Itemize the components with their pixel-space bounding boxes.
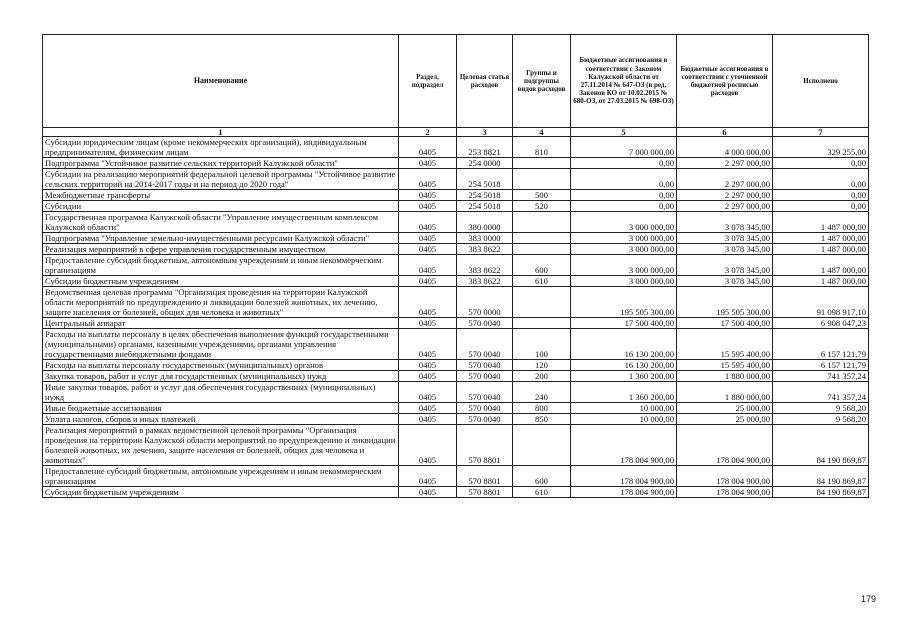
row-name-cell: Субсидии бюджетным учреждениям	[43, 487, 399, 498]
row-group-cell: 100	[513, 329, 571, 360]
row-article-cell: 570 8801	[457, 487, 513, 498]
row-executed-amount-cell: 84 190 869,87	[773, 466, 869, 487]
row-group-cell: 500	[513, 190, 571, 201]
row-article-cell: 253 8821	[457, 137, 513, 158]
row-refined-amount-cell: 2 297 000,00	[677, 158, 773, 169]
row-executed-amount-cell: 6 157 121,79	[773, 329, 869, 360]
row-group-cell: 600	[513, 255, 571, 276]
table-row	[43, 287, 869, 318]
row-executed-amount-cell: 6 157 121,79	[773, 360, 869, 371]
table-row	[43, 201, 869, 212]
row-executed-amount-cell: 84 190 869,87	[773, 425, 869, 466]
row-name-cell: Иные закупки товаров, работ и услуг для обеспечения государственных (муниципальных) нужд	[43, 382, 399, 403]
row-group-cell: 200	[513, 371, 571, 382]
row-executed-amount-cell: 0,00	[773, 158, 869, 169]
row-law-amount-cell: 178 004 900,00	[571, 466, 677, 487]
row-name-cell: Субсидии на реализацию мероприятий федеральной целевой программы "Устойчивое развитие сельских территорий на 2014-2017 годы и на период до 2020 года"	[43, 169, 399, 190]
table-row	[43, 425, 869, 466]
row-law-amount-cell: 0,00	[571, 169, 677, 190]
header-executed: Исполнено	[773, 35, 869, 128]
row-law-amount-cell: 3 000 000,00	[571, 233, 677, 244]
row-group-cell: 610	[513, 276, 571, 287]
row-refined-amount-cell: 178 004 900,00	[677, 425, 773, 466]
table-row	[43, 169, 869, 190]
row-article-cell: 254 5018	[457, 169, 513, 190]
row-section-cell: 0405	[399, 414, 457, 425]
row-name-cell: Иные бюджетные ассигнования	[43, 403, 399, 414]
row-law-amount-cell: 0,00	[571, 190, 677, 201]
row-refined-amount-cell: 3 078 345,00	[677, 276, 773, 287]
row-law-amount-cell: 0,00	[571, 158, 677, 169]
row-section-cell: 0405	[399, 360, 457, 371]
row-section-cell: 0405	[399, 382, 457, 403]
row-executed-amount-cell: 329 255,00	[773, 137, 869, 158]
row-refined-amount-cell: 2 297 000,00	[677, 190, 773, 201]
table-row	[43, 212, 869, 233]
column-number: 2	[399, 128, 457, 137]
row-name-cell: Реализация мероприятий в сфере управления государственным имуществом	[43, 244, 399, 255]
row-executed-amount-cell: 84 190 869,87	[773, 487, 869, 498]
row-name-cell: Субсидии юридическим лицам (кроме некоммерческих организаций), индивидуальным предпринимателям, физическим лицам	[43, 137, 399, 158]
row-article-cell: 254 5018	[457, 190, 513, 201]
row-executed-amount-cell: 1 487 000,00	[773, 212, 869, 233]
row-article-cell: 570 0040	[457, 318, 513, 329]
row-refined-amount-cell: 3 078 345,00	[677, 233, 773, 244]
row-law-amount-cell: 3 000 000,00	[571, 244, 677, 255]
row-refined-amount-cell: 25 000,00	[677, 414, 773, 425]
row-section-cell: 0405	[399, 425, 457, 466]
row-refined-amount-cell: 15 595 400,00	[677, 329, 773, 360]
column-number: 6	[677, 128, 773, 137]
row-law-amount-cell: 1 360 200,00	[571, 382, 677, 403]
table-row	[43, 382, 869, 403]
row-name-cell: Расходы на выплаты персоналу в целях обеспечения выполнения функций государственными (муниципальными) органами, казенными учреждениями, органами управления государственными внебюджетными фондами	[43, 329, 399, 360]
table-row	[43, 255, 869, 276]
row-article-cell: 380 0000	[457, 212, 513, 233]
row-group-cell	[513, 244, 571, 255]
row-section-cell: 0405	[399, 201, 457, 212]
row-group-cell	[513, 318, 571, 329]
row-law-amount-cell: 178 004 900,00	[571, 425, 677, 466]
header-group: Группы и подгруппы видов расходов	[513, 35, 571, 128]
row-article-cell: 570 0040	[457, 371, 513, 382]
row-executed-amount-cell: 0,00	[773, 201, 869, 212]
row-article-cell: 570 0040	[457, 414, 513, 425]
column-number-row	[43, 128, 869, 137]
row-group-cell	[513, 425, 571, 466]
row-article-cell: 254 0000	[457, 158, 513, 169]
row-name-cell: Предоставление субсидий бюджетным, автономным учреждениям и иным некоммерческим организациям	[43, 466, 399, 487]
row-section-cell: 0405	[399, 276, 457, 287]
row-name-cell: Уплата налогов, сборов и иных платежей	[43, 414, 399, 425]
row-group-cell: 610	[513, 487, 571, 498]
row-executed-amount-cell: 1 487 000,00	[773, 233, 869, 244]
header-article: Целевая статья расходов	[457, 35, 513, 128]
row-executed-amount-cell: 91 098 917,10	[773, 287, 869, 318]
row-group-cell	[513, 158, 571, 169]
row-refined-amount-cell: 15 595 400,00	[677, 360, 773, 371]
row-article-cell: 254 5018	[457, 201, 513, 212]
row-refined-amount-cell: 3 078 345,00	[677, 255, 773, 276]
column-number: 7	[773, 128, 869, 137]
row-name-cell: Субсидии	[43, 201, 399, 212]
row-law-amount-cell: 16 130 200,00	[571, 360, 677, 371]
row-article-cell: 383 8622	[457, 276, 513, 287]
row-section-cell: 0405	[399, 318, 457, 329]
row-law-amount-cell: 1 360 200,00	[571, 371, 677, 382]
row-name-cell: Государственная программа Калужской области "Управление имущественным комплексом Калужской области"	[43, 212, 399, 233]
row-group-cell: 850	[513, 414, 571, 425]
row-refined-amount-cell: 1 880 000,00	[677, 371, 773, 382]
row-executed-amount-cell: 741 357,24	[773, 382, 869, 403]
row-group-cell: 800	[513, 403, 571, 414]
row-article-cell: 383 8622	[457, 255, 513, 276]
budget-table	[42, 34, 869, 498]
table-row	[43, 403, 869, 414]
column-number: 5	[571, 128, 677, 137]
table-row	[43, 158, 869, 169]
row-name-cell: Предоставление субсидий бюджетным, автономным учреждениям и иным некоммерческим организациям	[43, 255, 399, 276]
row-article-cell: 570 0040	[457, 403, 513, 414]
table-row	[43, 233, 869, 244]
row-section-cell: 0405	[399, 169, 457, 190]
table-body	[43, 137, 869, 498]
row-name-cell: Подпрограмма "Управление земельно-имущественными ресурсами Калужской области"	[43, 233, 399, 244]
table-row	[43, 466, 869, 487]
row-executed-amount-cell: 0,00	[773, 169, 869, 190]
row-group-cell: 810	[513, 137, 571, 158]
row-name-cell: Реализация мероприятий в рамках ведомственной целевой программы "Организация проведения на территории Калужской области мероприятий по предупреждению и ликвидации болезней животных, их лечению, защите населения от болезней, общих для человека и животных"	[43, 425, 399, 466]
table-row	[43, 276, 869, 287]
row-refined-amount-cell: 2 297 000,00	[677, 169, 773, 190]
table-row	[43, 414, 869, 425]
row-section-cell: 0405	[399, 190, 457, 201]
row-law-amount-cell: 195 505 300,00	[571, 287, 677, 318]
row-group-cell	[513, 233, 571, 244]
row-article-cell: 570 8801	[457, 425, 513, 466]
row-refined-amount-cell: 178 004 900,00	[677, 487, 773, 498]
row-group-cell	[513, 287, 571, 318]
table-row	[43, 244, 869, 255]
row-section-cell: 0405	[399, 158, 457, 169]
header-name: Наименование	[43, 35, 399, 128]
row-name-cell: Подпрограмма "Устойчивое развитие сельских территорий Калужской области"	[43, 158, 399, 169]
row-law-amount-cell: 3 000 000,00	[571, 212, 677, 233]
row-executed-amount-cell: 741 357,24	[773, 371, 869, 382]
table-row	[43, 371, 869, 382]
header-refined: Бюджетные ассигнования в соответствии с уточненной бюджетной росписью расходов	[677, 35, 773, 128]
row-article-cell: 570 0000	[457, 287, 513, 318]
row-refined-amount-cell: 25 000,00	[677, 403, 773, 414]
row-section-cell: 0405	[399, 329, 457, 360]
row-article-cell: 570 0040	[457, 329, 513, 360]
row-law-amount-cell: 3 000 000,00	[571, 255, 677, 276]
row-name-cell: Субсидии бюджетным учреждениям	[43, 276, 399, 287]
row-law-amount-cell: 10 000,00	[571, 403, 677, 414]
row-refined-amount-cell: 178 004 900,00	[677, 466, 773, 487]
row-refined-amount-cell: 3 078 345,00	[677, 244, 773, 255]
row-name-cell: Ведомственная целевая программа "Организация проведения на территории Калужской области мероприятий по предупреждению и ликвидации болезней животных, их лечению, защите населения от болезней, общих для человека и животных"	[43, 287, 399, 318]
row-refined-amount-cell: 1 880 000,00	[677, 382, 773, 403]
table-row	[43, 190, 869, 201]
row-law-amount-cell: 178 004 900,00	[571, 487, 677, 498]
row-refined-amount-cell: 3 078 345,00	[677, 212, 773, 233]
row-executed-amount-cell: 9 568,20	[773, 403, 869, 414]
row-name-cell: Закупка товаров, работ и услуг для государственных (муниципальных) нужд	[43, 371, 399, 382]
column-number: 4	[513, 128, 571, 137]
column-number: 1	[43, 128, 399, 137]
row-section-cell: 0405	[399, 212, 457, 233]
page-number: 179	[861, 594, 877, 604]
row-group-cell	[513, 169, 571, 190]
row-law-amount-cell: 16 130 200,00	[571, 329, 677, 360]
row-law-amount-cell: 0,00	[571, 201, 677, 212]
table-row	[43, 487, 869, 498]
row-executed-amount-cell: 1 487 000,00	[773, 276, 869, 287]
row-article-cell: 383 8622	[457, 244, 513, 255]
row-executed-amount-cell: 0,00	[773, 190, 869, 201]
row-section-cell: 0405	[399, 287, 457, 318]
row-law-amount-cell: 7 000 000,00	[571, 137, 677, 158]
header-row	[43, 35, 869, 128]
table-row	[43, 137, 869, 158]
row-name-cell: Центральный аппарат	[43, 318, 399, 329]
row-group-cell: 240	[513, 382, 571, 403]
row-section-cell: 0405	[399, 371, 457, 382]
row-section-cell: 0405	[399, 403, 457, 414]
row-section-cell: 0405	[399, 137, 457, 158]
column-number: 3	[457, 128, 513, 137]
row-group-cell: 600	[513, 466, 571, 487]
table-row	[43, 360, 869, 371]
row-group-cell	[513, 212, 571, 233]
row-name-cell: Расходы на выплаты персоналу государственных (муниципальных) органов	[43, 360, 399, 371]
row-executed-amount-cell: 9 568,20	[773, 414, 869, 425]
row-section-cell: 0405	[399, 233, 457, 244]
header-law: Бюджетные ассигнования в соответствии с Законом Калужской области от 27.11.2014 № 647-ОЗ (в ред. Законов КО от 10.02.2015 № 680-ОЗ, от 27.03.2015 № 698-ОЗ)	[571, 35, 677, 128]
row-law-amount-cell: 3 000 000,00	[571, 276, 677, 287]
row-article-cell: 570 8801	[457, 466, 513, 487]
row-refined-amount-cell: 2 297 000,00	[677, 201, 773, 212]
row-section-cell: 0405	[399, 466, 457, 487]
row-refined-amount-cell: 195 505 300,00	[677, 287, 773, 318]
row-section-cell: 0405	[399, 255, 457, 276]
row-refined-amount-cell: 17 500 400,00	[677, 318, 773, 329]
row-section-cell: 0405	[399, 244, 457, 255]
row-article-cell: 383 0000	[457, 233, 513, 244]
table-row	[43, 329, 869, 360]
row-group-cell: 520	[513, 201, 571, 212]
row-refined-amount-cell: 4 000 000,00	[677, 137, 773, 158]
row-section-cell: 0405	[399, 487, 457, 498]
row-group-cell: 120	[513, 360, 571, 371]
row-executed-amount-cell: 1 487 000,00	[773, 255, 869, 276]
row-executed-amount-cell: 6 908 047,23	[773, 318, 869, 329]
row-name-cell: Межбюджетные трансферты	[43, 190, 399, 201]
row-law-amount-cell: 17 500 400,00	[571, 318, 677, 329]
row-article-cell: 570 0040	[457, 382, 513, 403]
row-article-cell: 570 0040	[457, 360, 513, 371]
header-section: Раздел, подраздел	[399, 35, 457, 128]
row-law-amount-cell: 10 000,00	[571, 414, 677, 425]
table-row	[43, 318, 869, 329]
row-executed-amount-cell: 1 487 000,00	[773, 244, 869, 255]
